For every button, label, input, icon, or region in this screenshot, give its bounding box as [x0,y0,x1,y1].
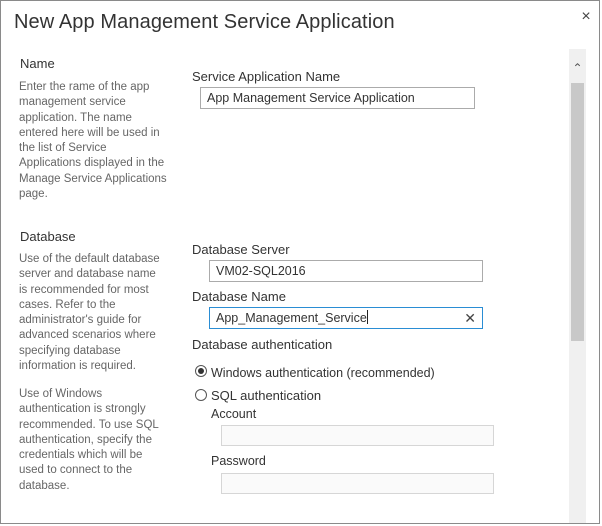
database-section-title: Database [20,229,76,244]
name-section-description: Enter the rame of the app management service application. The name entered here will be used in the list of Service Applications displayed in the Manage Service Applications page. [19,81,167,201]
authentication-description: Use of Windows authentication is strongly recommended. To use SQL authentication, specify the credentials which will be used to connect to the database. [19,388,159,492]
dialog-title: New App Management Service Application [14,11,395,33]
text-caret [367,310,368,324]
sql-auth-label[interactable]: SQL authentication [211,388,322,403]
name-section-title: Name [20,56,55,71]
service-application-name-input[interactable] [200,87,475,109]
database-authentication-label: Database authentication [192,337,333,352]
clear-icon[interactable]: ✕ [464,310,476,326]
database-name-value: App_Management_Service [216,311,367,325]
sql-auth-radio[interactable] [195,389,207,401]
chevron-up-icon[interactable]: ⌃ [572,61,583,75]
password-input[interactable] [221,473,494,494]
account-input[interactable] [221,425,494,446]
database-server-label: Database Server [192,242,290,257]
database-name-label: Database Name [192,289,286,304]
vertical-scrollbar[interactable] [569,49,586,523]
account-label: Account [211,407,257,421]
windows-auth-label[interactable]: Windows authentication (recommended) [211,366,435,380]
database-server-input[interactable] [209,260,483,282]
database-name-input[interactable] [209,307,483,329]
service-application-name-value: App Management Service Application [207,91,415,105]
database-section-description: Use of the default database server and database name is recommended for most cases. Refer to the administrator's guide for advanced scenarios where specifying database information is required. [19,253,160,373]
password-label: Password [211,454,266,468]
windows-auth-radio[interactable] [195,365,207,377]
close-icon[interactable]: × [581,8,591,25]
scrollbar-thumb[interactable] [571,83,584,341]
service-application-name-label: Service Application Name [192,69,341,84]
database-server-value: VM02-SQL2016 [216,264,306,278]
dialog-content [1,47,569,523]
